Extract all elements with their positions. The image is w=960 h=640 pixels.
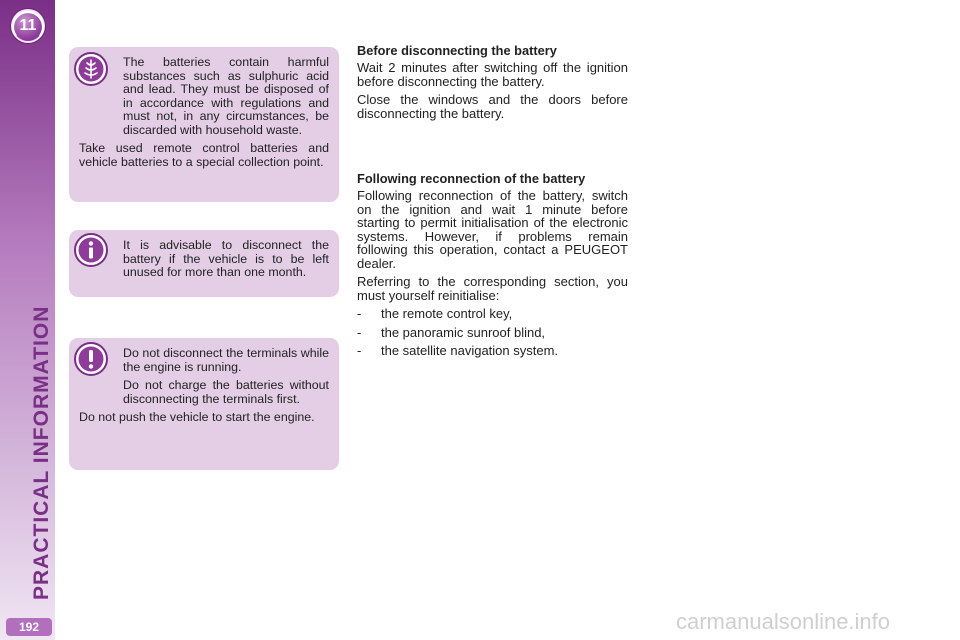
warning-note-paragraph-2: Do not charge the batteries without disconnecting the terminals first. (123, 378, 329, 406)
section-heading: Before disconnecting the battery (357, 43, 557, 58)
environment-note-paragraph-2: Take used remote control batteries and vehicle batteries to a special collection point. (79, 141, 329, 169)
list-item-text: the panoramic sunroof blind, (381, 324, 546, 340)
list-item (357, 344, 628, 358)
info-note-box (69, 230, 339, 297)
section-heading: Following reconnection of the battery (357, 171, 586, 186)
warning-note-box (69, 338, 339, 470)
bullet-marker: - (357, 324, 362, 340)
bullet-marker: - (357, 343, 362, 358)
warning-note-paragraph-1: Do not disconnect the terminals while the engine is running. (123, 346, 329, 374)
section-paragraph: Close the windows and the doors before disconnecting the battery. (357, 92, 628, 121)
chapter-number-badge (11, 9, 45, 43)
bullet-marker: - (357, 306, 362, 321)
section-title: PRACTICAL INFORMATION (30, 305, 53, 600)
section-paragraph: Referring to the corresponding section, you must yourself reinitialise: (357, 274, 628, 303)
list-item (357, 307, 628, 321)
chapter-arc-icon (8, 6, 48, 46)
list-item (357, 326, 628, 340)
list-item-text: the remote control key, (381, 306, 513, 321)
following-reconnection-section (357, 172, 628, 363)
page-number: 192 (6, 618, 52, 636)
section-paragraph: Following reconnection of the battery, switch on the ignition and wait 1 minute before starting to permit initialisation of the electronic systems. However, if problems remain following this operation, contact a PEUGEOT dealer. (357, 188, 628, 271)
watermark: carmanualsonline.info (676, 609, 891, 634)
list-item-text: the satellite navigation system. (381, 343, 559, 358)
warning-icon (73, 341, 109, 377)
environment-note-paragraph-1: The batteries contain harmful substances such as sulphuric acid and lead. They must be disposed of in accordance with regulations and must not, in any circumstances, be discarded with household waste. (123, 55, 329, 137)
info-note-paragraph-1: It is advisable to disconnect the battery if the vehicle is to be left unused for more than one month. (123, 238, 329, 279)
environment-note-box (69, 47, 339, 202)
info-icon (73, 232, 109, 268)
environment-icon (73, 51, 109, 87)
chapter-number: 11 (19, 17, 37, 34)
before-disconnecting-section (357, 44, 628, 125)
section-paragraph: Wait 2 minutes after switching off the ignition before disconnecting the battery. (357, 60, 628, 89)
warning-note-paragraph-3: Do not push the vehicle to start the engine. (79, 410, 315, 424)
reinitialise-list (357, 307, 628, 358)
